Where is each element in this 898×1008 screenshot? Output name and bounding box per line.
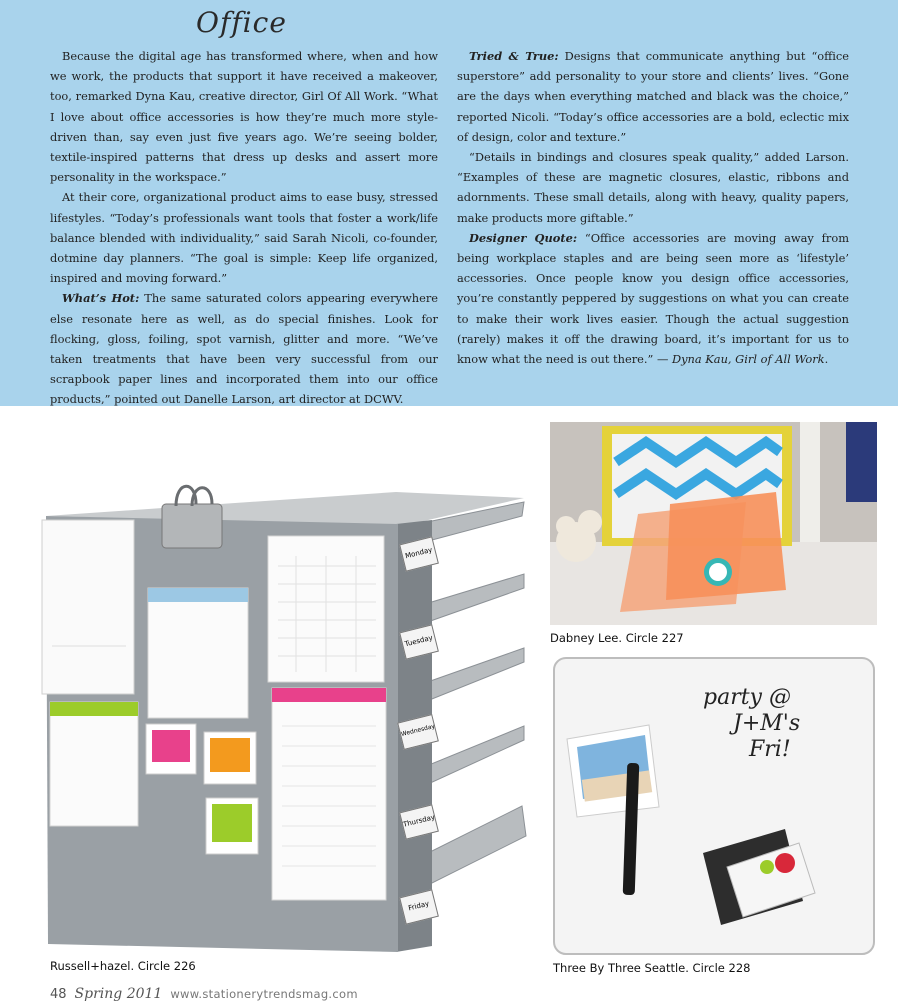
section-title: Office [196,6,287,39]
paragraph-end: . [824,352,829,367]
subhead-tried-true: Tried & True: [469,49,559,63]
website-url[interactable]: www.stationerytrendsmag.com [170,987,358,1001]
note-line: J+M's [733,711,801,736]
page-number: 48 [50,987,67,1002]
card-holder-photo [550,422,877,625]
paragraph-body: “Office accessories are moving away from being workplace staples and are being seen more as ‘lifestyle’ accessories. Once people know you design office accessories, you’re constantly peppered by suggestions on what you can create to make their work lives easier. Though the actual suggestion (rarely) makes it off the drawing board, it’s important for us to know what the need is out there.” — [457,230,850,367]
caption-card-holder: Dabney Lee. Circle 227 [550,631,684,645]
organizer-photo [36,476,530,954]
note-line: party @ [703,685,791,710]
paragraph: “Details in bindings and closures speak quality,” added Larson. “Examples of these are magnetic closures, elastic, ribbons and adornments. These small details, along with heavy, quality papers, make products more giftable.” [457,150,849,225]
issue-label: Spring 2011 [74,986,163,1002]
caption-glass-board: Three By Three Seattle. Circle 228 [553,961,751,975]
board-handwritten-note [703,685,800,763]
subhead-whats-hot: What’s Hot: [62,291,140,306]
paragraph [457,228,849,369]
note-line: Fri! [749,737,791,762]
tab-label: Thursday [399,804,439,839]
tab-label: Wednesday [397,714,439,750]
quote-attribution: Dyna Kau, Girl of All Work [671,352,825,367]
paragraph [50,288,438,409]
page-footer [50,986,358,1002]
organizer-illustration [36,476,530,954]
subhead-designer-quote: Designer Quote: [469,230,578,245]
tab-label: Tuesday [399,624,439,659]
left-text-column [50,46,438,410]
paragraph-body: Designs that communicate anything but “office superstore” add personality to your store and clients’ lives. “Gone are the days when everything matched and black was the choice,” reported Nicoli. “Today’s office accessories are a bold, eclectic mix of design, color and texture.” [457,49,849,144]
glass-board-photo [553,657,875,955]
paragraph-body: The same saturated colors appearing everywhere else resonate here as well, as do special finishes. Look for flocking, gloss, foiling, spot varnish, glitter and more. “We’ve taken treatments that have been very successful from our scrapbook paper lines and incorporated them into our office products,” pointed out Danelle Larson, art director at DCWV. [50,291,439,407]
card-holder-illustration [550,422,877,625]
right-text-column [457,46,849,369]
tab-label: Monday [399,536,439,571]
paragraph: At their core, organizational product aims to ease busy, stressed lifestyles. “Today’s professionals want tools that foster a work/life balance blended with individuality,” said Sarah Nicoli, co-founder, dotmine day planners. “The goal is simple: Keep life organized, inspired and moving forward.” [50,190,438,286]
paragraph [457,46,849,147]
article-text-band [0,0,898,406]
caption-organizer: Russell+hazel. Circle 226 [50,959,196,973]
tab-label: Friday [399,889,439,924]
paragraph: Because the digital age has transformed where, when and how we work, the products that support it have received a makeover, too, remarked Dyna Kau, creative director, Girl Of All Work. “What I love about office accessories is how they’re much more style-driven than, say even just five years ago. We’re seeing bolder, textile-inspired patterns that dress up desks and assert more personality in the workspace.” [50,49,438,185]
